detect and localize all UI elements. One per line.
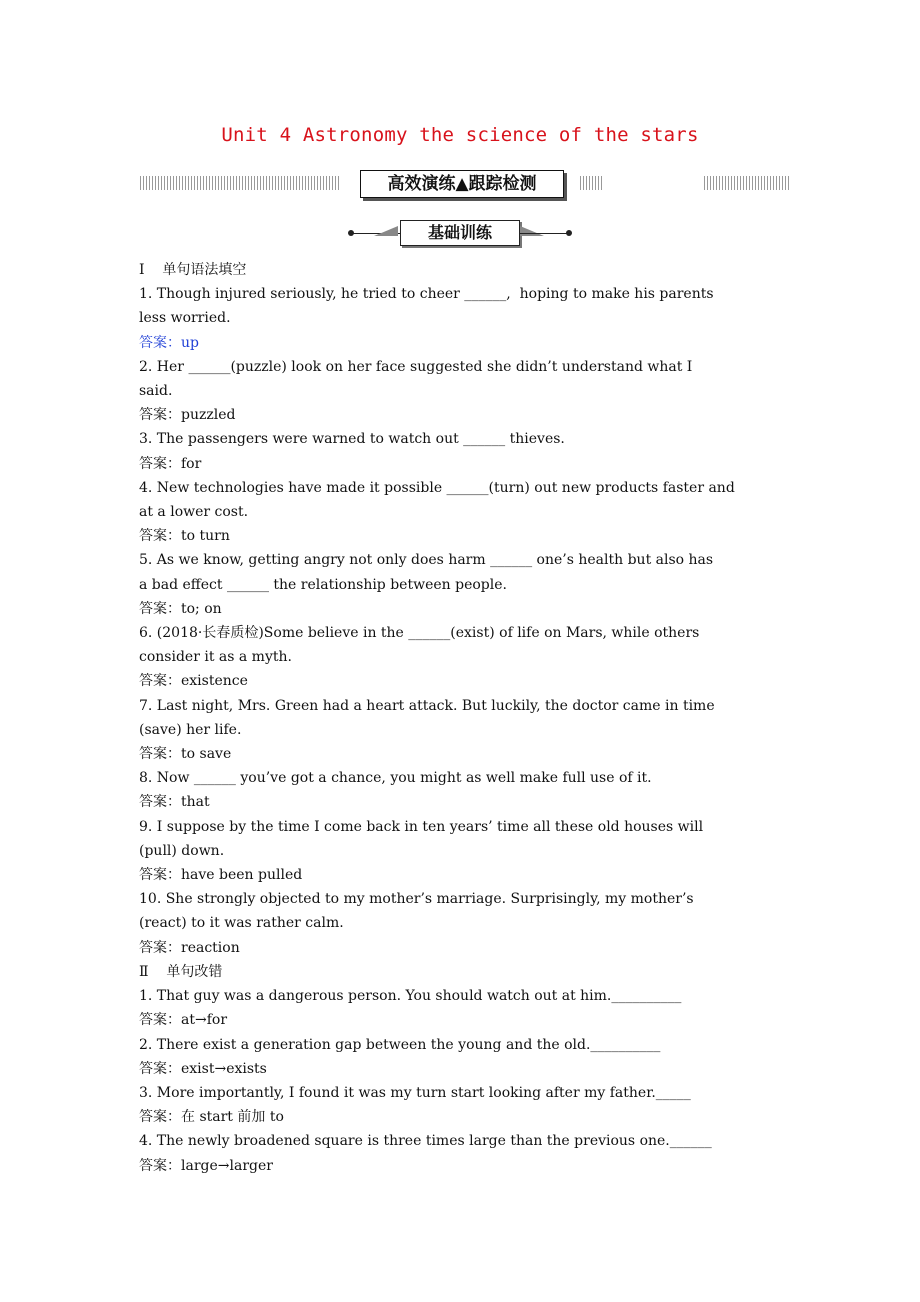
text-line: 答案：to; on (139, 600, 222, 617)
text-line: at a lower cost. (139, 504, 249, 521)
banner-stripe-mid (580, 176, 604, 190)
sub-triangle-right (520, 226, 544, 236)
text-line: 答案：to save (139, 746, 232, 763)
text-line: 2. There exist a generation gap between the young and the old.__________ (139, 1036, 661, 1053)
text-line: 答案：puzzled (139, 407, 236, 424)
exercise-content (139, 258, 807, 1178)
text-line: 2. Her ______(puzzle) look on her face suggested she didn’t understand what I (139, 358, 693, 375)
text-line: 答案：that (139, 794, 210, 811)
banner-stripe-left (140, 176, 340, 190)
text-line: 答案：to turn (139, 528, 230, 545)
section-heading: Ⅱ 单句改错 (139, 963, 223, 980)
text-line: 1. That guy was a dangerous person. You should watch out at him.__________ (139, 988, 682, 1005)
text-line: 7. Last night, Mrs. Green had a heart attack. But luckily, the doctor came in time (139, 697, 715, 714)
banner-stripe-right (704, 176, 790, 190)
sub-triangle-left (374, 226, 398, 236)
text-line: 答案：up (139, 334, 199, 351)
text-line: 3. The passengers were warned to watch out ______ thieves. (139, 431, 565, 448)
text-line: 10. She strongly objected to my mother’s marriage. Surprisingly, my mother’s (139, 891, 694, 908)
text-line: 答案：exist→exists (139, 1060, 267, 1077)
text-line: 3. More importantly, I found it was my turn start looking after my father._____ (139, 1084, 691, 1101)
sub-dot-right (566, 230, 572, 236)
text-line: 答案：existence (139, 673, 248, 690)
text-line: a bad effect ______ the relationship between people. (139, 576, 507, 593)
document-title: Unit 4 Astronomy the science of the stars (221, 124, 699, 146)
banner-label: 高效演练▲跟踪检测 (360, 170, 564, 198)
text-line: consider it as a myth. (139, 649, 292, 666)
sub-line-right (520, 233, 568, 234)
subheading-block (0, 218, 920, 248)
subheading-label: 基础训练 (400, 220, 520, 246)
text-line: 8. Now ______ you’ve got a chance, you might as well make full use of it. (139, 770, 652, 787)
text-line: 答案：在 start 前加 to (139, 1109, 284, 1126)
text-line: 9. I suppose by the time I come back in ten years’ time all these old houses will (139, 818, 704, 835)
text-line: less worried. (139, 310, 231, 327)
text-line: 答案：reaction (139, 939, 240, 956)
text-line: 答案：for (139, 455, 202, 472)
text-line: said. (139, 383, 173, 400)
text-line: 6. (2018·长春质检)Some believe in the ______(exist) of life on Mars, while others (139, 625, 700, 642)
text-line: (save) her life. (139, 721, 242, 738)
text-line: 1. Though injured seriously, he tried to cheer ______, hoping to make his parents (139, 286, 714, 303)
text-line: 5. As we know, getting angry not only does harm ______ one’s health but also has (139, 552, 714, 569)
text-line: 4. The newly broadened square is three times large than the previous one.______ (139, 1133, 712, 1150)
text-line: 4. New technologies have made it possible ______(turn) out new products faster and (139, 479, 735, 496)
text-line: 答案：at→for (139, 1012, 228, 1029)
text-line: 答案：large→larger (139, 1157, 273, 1174)
text-line: (pull) down. (139, 842, 225, 859)
section-heading: Ⅰ 单句语法填空 (139, 262, 247, 278)
text-line: (react) to it was rather calm. (139, 915, 344, 932)
text-line: 答案：have been pulled (139, 867, 303, 884)
section-banner (0, 170, 920, 200)
